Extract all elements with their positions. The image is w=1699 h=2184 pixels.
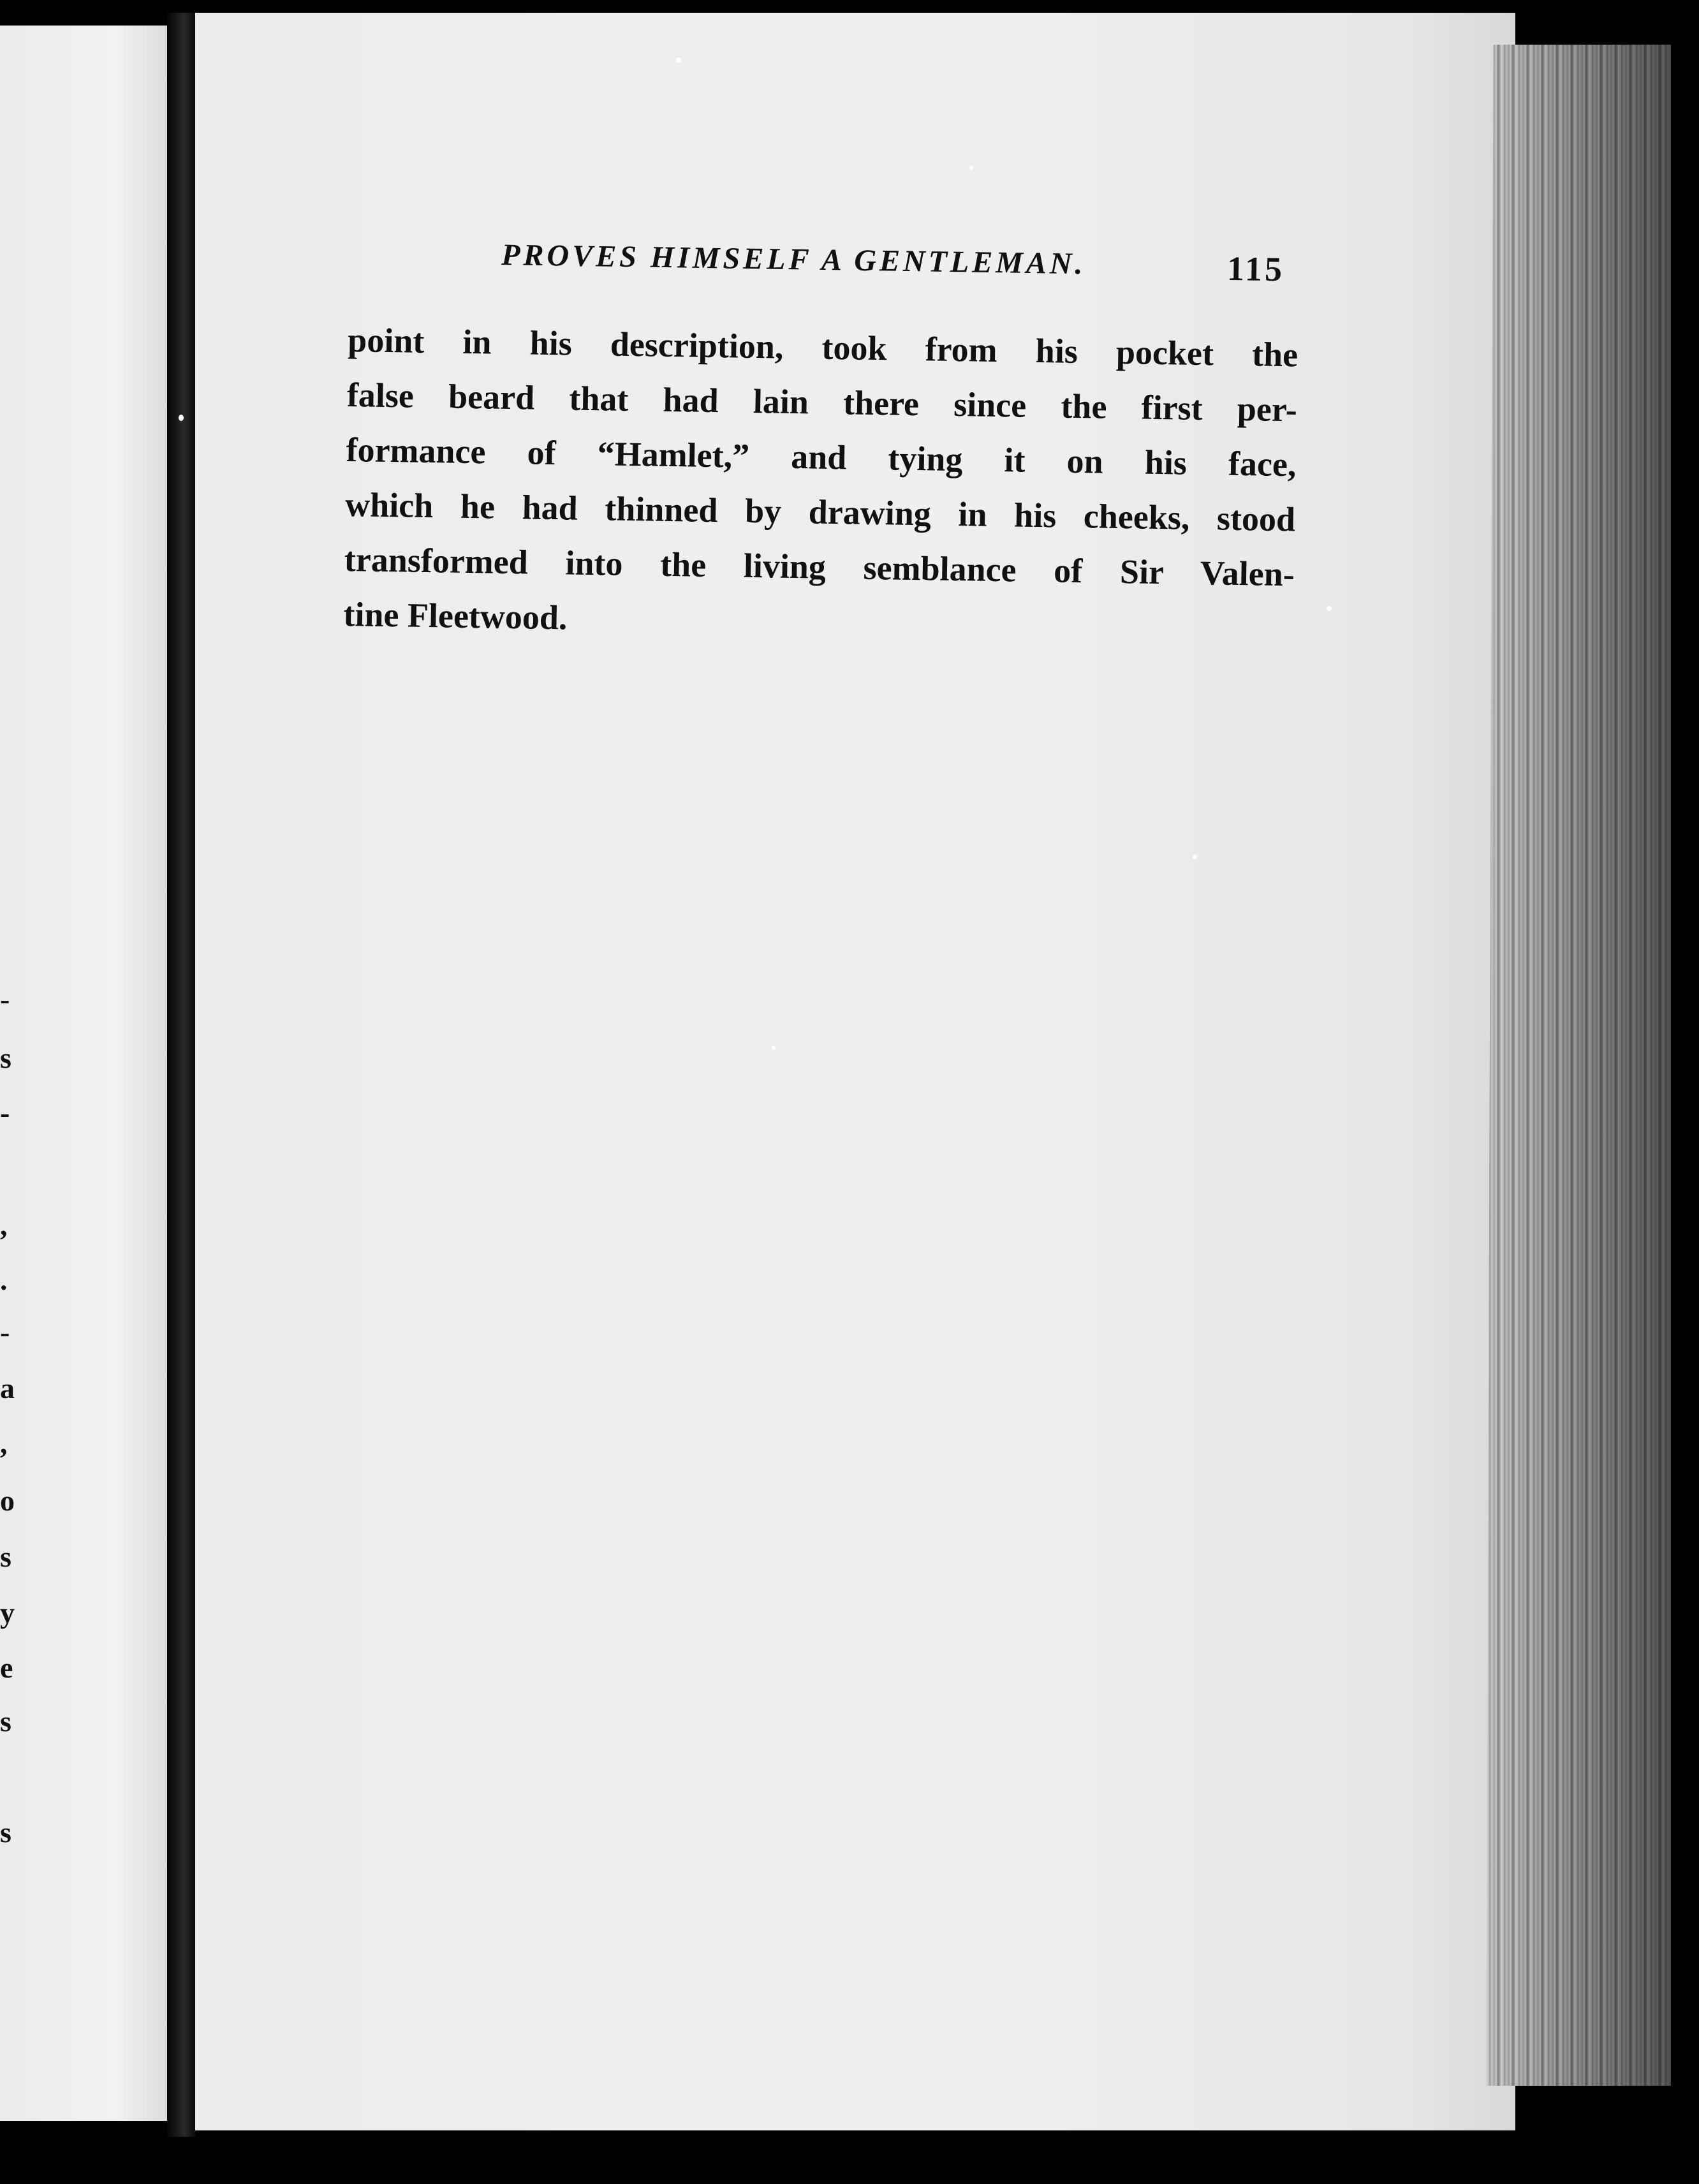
line-ending: e — [0, 1651, 13, 1684]
scan-speck — [969, 166, 973, 170]
text-line: point in his description, took from his pocket the — [347, 320, 1298, 374]
page-edges — [1486, 45, 1671, 2086]
text-line: transformed into the living semblance of Sir Valen- — [344, 540, 1295, 594]
text-line: which he had thinned by drawing in his cheeks, stood — [344, 485, 1296, 539]
line-ending: - — [0, 983, 10, 1015]
line-ending: , — [0, 1427, 8, 1459]
line-ending: a — [0, 1372, 15, 1405]
book-gutter — [167, 13, 195, 2137]
line-ending: y — [0, 1597, 15, 1629]
scan-speck — [676, 57, 681, 63]
text-line: formance of “Hamlet,” and tying it on his face, — [346, 430, 1297, 484]
line-ending: s — [0, 1705, 11, 1738]
line-ending: s — [0, 1042, 11, 1074]
previous-page — [0, 26, 167, 2121]
line-ending: - — [0, 1096, 10, 1129]
running-head-title: PROVES HIMSELF A GENTLEMAN. — [501, 238, 1087, 281]
body-text — [343, 313, 1298, 656]
scan-speck — [772, 1046, 776, 1050]
line-ending: - — [0, 1316, 10, 1348]
line-ending: , — [0, 1209, 8, 1241]
text-line: tine Fleetwood. — [343, 594, 568, 637]
line-ending: o — [0, 1484, 15, 1517]
scan-speck — [1193, 855, 1197, 859]
scan-speck — [1327, 606, 1332, 611]
scan-speck — [179, 415, 184, 421]
previous-page-line-endings — [0, 26, 19, 2121]
line-ending: s — [0, 1540, 11, 1573]
line-ending: . — [0, 1264, 8, 1296]
page-number: 115 — [1226, 249, 1285, 289]
text-line: false beard that had lain there since the first per- — [346, 375, 1298, 429]
line-ending: s — [0, 1816, 11, 1848]
